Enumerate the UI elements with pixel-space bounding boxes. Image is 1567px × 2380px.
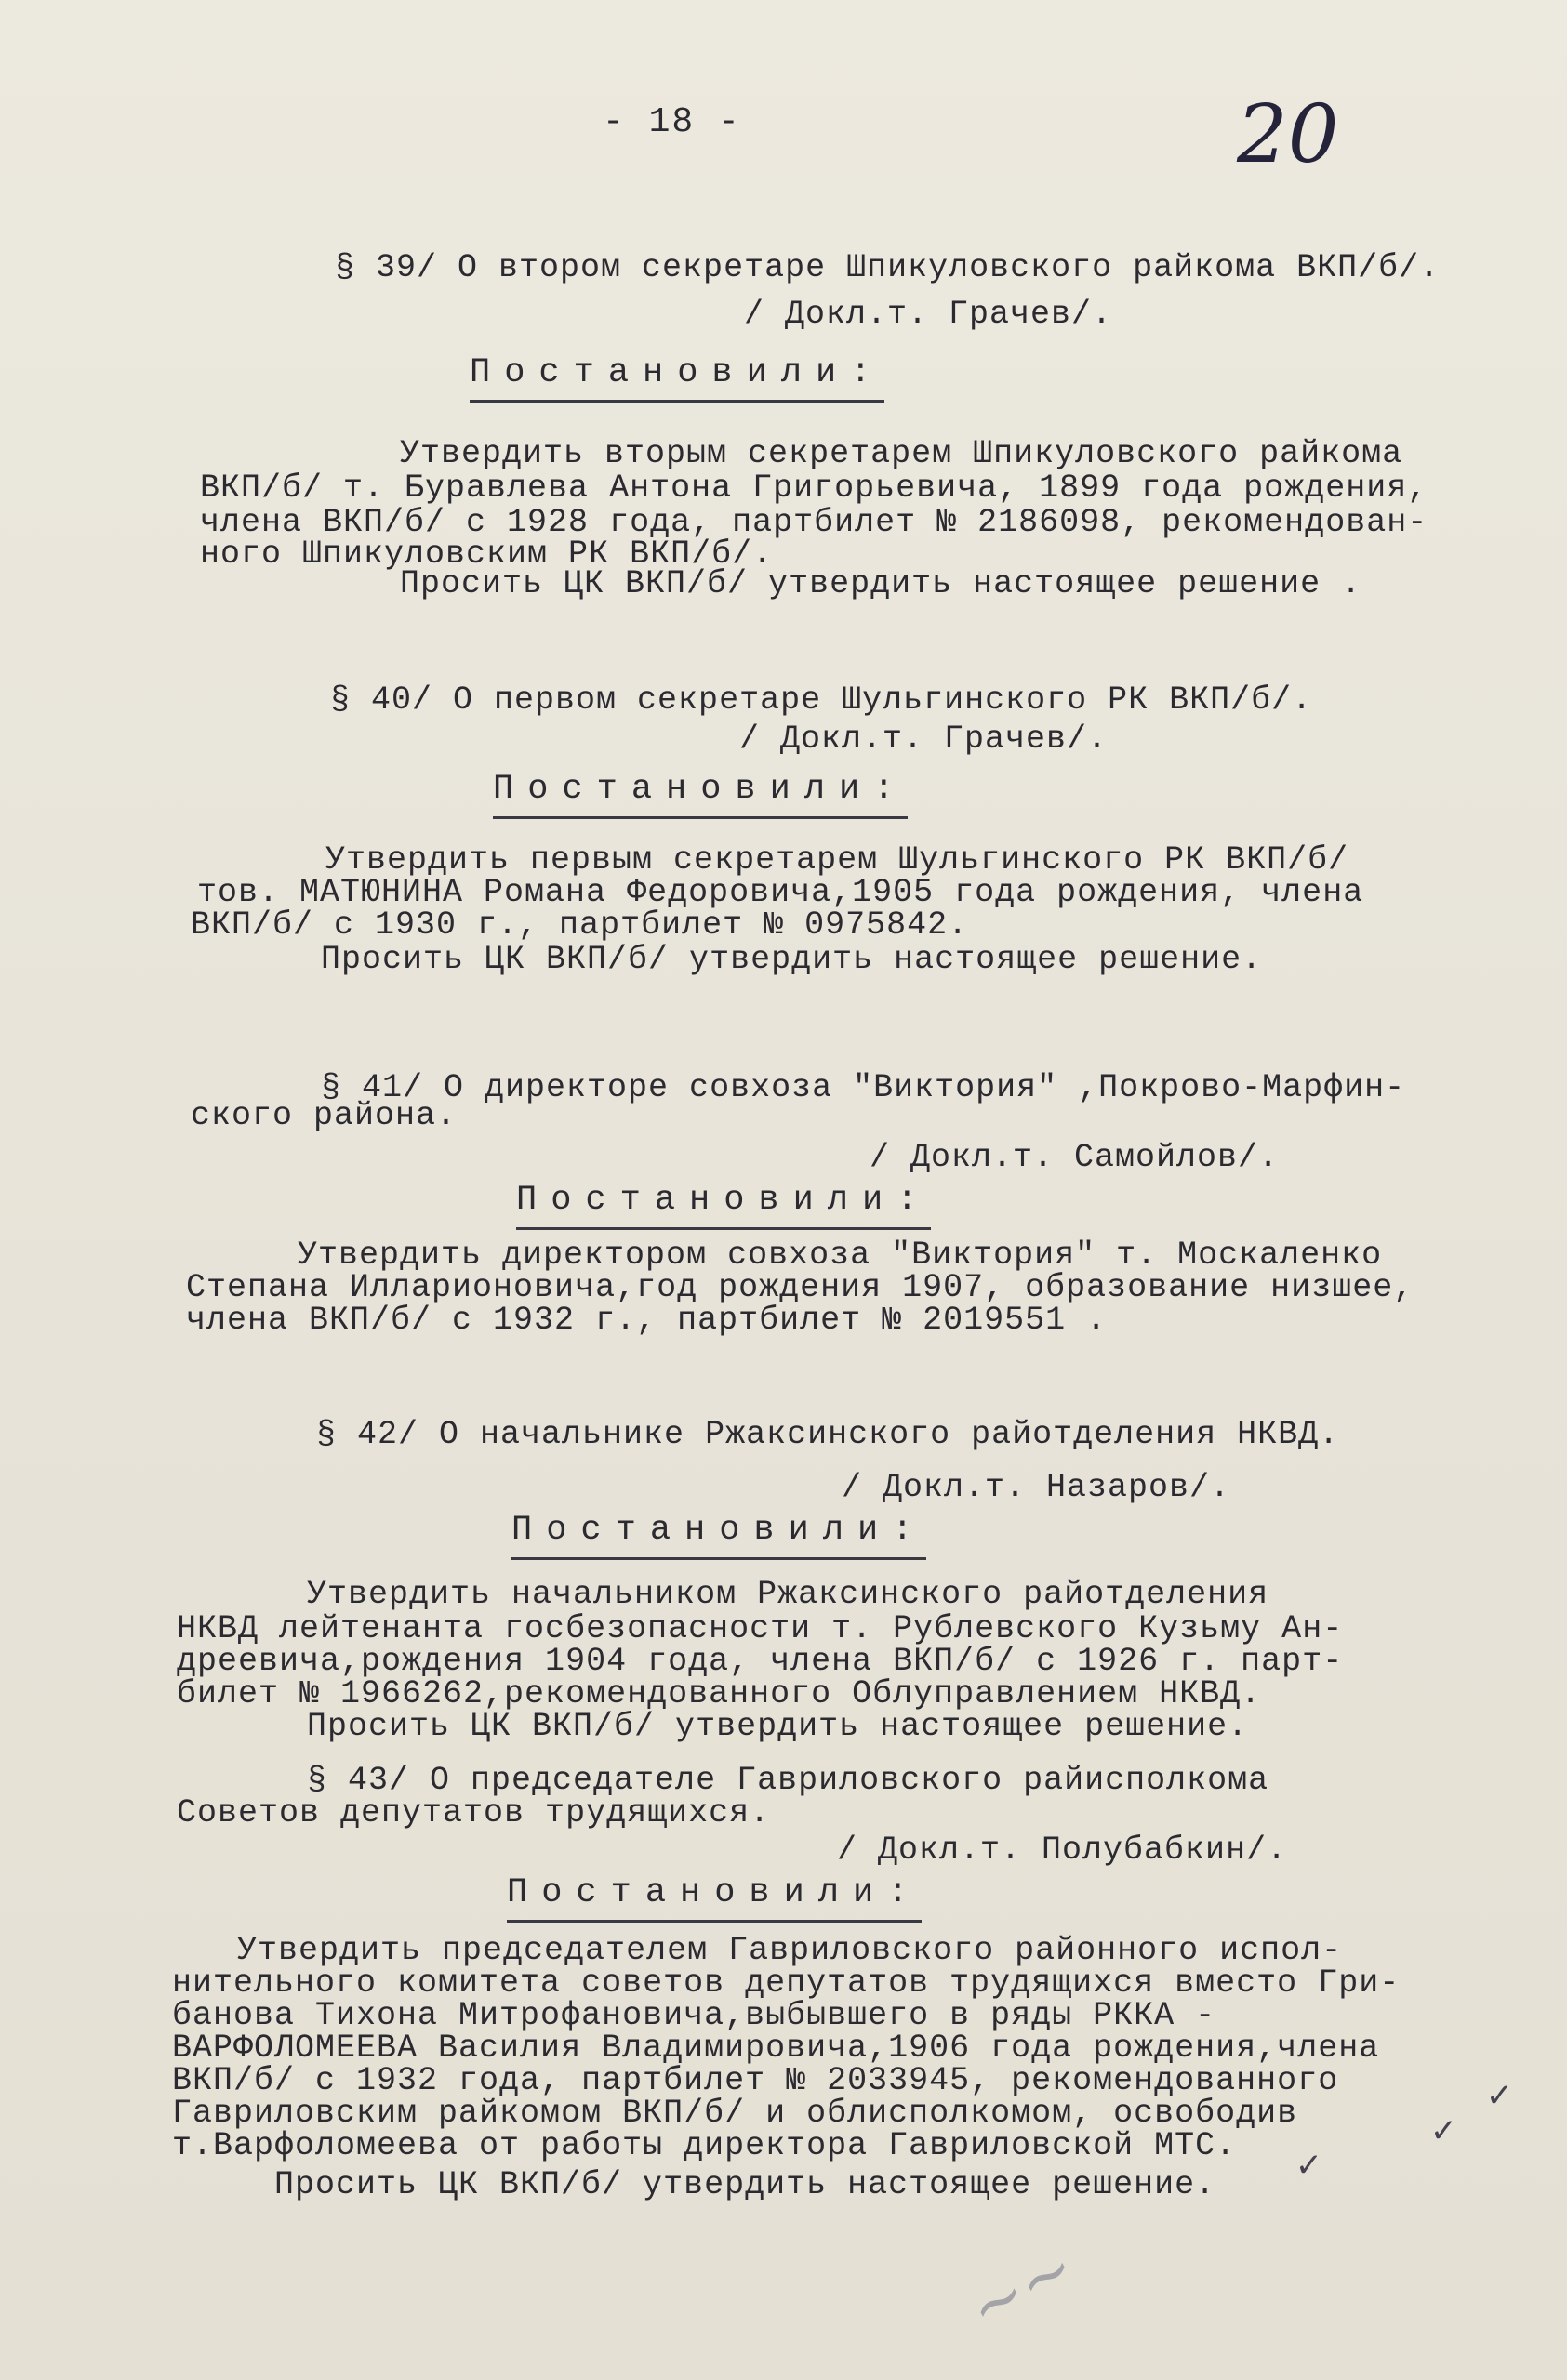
check-mark-icon: ✓ xyxy=(1432,2112,1455,2154)
section-40-body-line: тов. МАТЮНИНА Романа Федоровича,1905 года рождения, члена xyxy=(197,874,1364,911)
section-40-decided: Постановили: xyxy=(493,770,908,819)
section-40-body-line: Утвердить первым секретарем Шульгинского РК ВКП/б/ xyxy=(325,841,1349,879)
section-40-body-line: ВКП/б/ с 1930 г., партбилет № 0975842. xyxy=(191,906,969,944)
section-39-heading: § 39/ О втором секретаре Шпикуловского райкома ВКП/б/. xyxy=(335,249,1441,286)
section-42-decided: Постановили: xyxy=(511,1511,926,1560)
section-41-body-line: Степана Илларионовича,год рождения 1907, образование низшее, xyxy=(186,1269,1414,1306)
section-39-body-line: Просить ЦК ВКП/б/ утвердить настоящее решение . xyxy=(400,565,1362,602)
section-43-body-line: банова Тихона Митрофановича,выбывшего в ряды РККА - xyxy=(172,1997,1216,2034)
section-40-heading: § 40/ О первом секретаре Шульгинского РК ВКП/б/. xyxy=(330,681,1313,719)
section-40-report: / Докл.т. Грачев/. xyxy=(739,721,1109,758)
section-42-heading: § 42/ О начальнике Ржаксинского райотделения НКВД. xyxy=(316,1416,1340,1453)
section-41-heading: § 41/ О директоре совхоза "Виктория" ,Покрово-Марфин- xyxy=(321,1069,1406,1106)
section-40-body-line: Просить ЦК ВКП/б/ утвердить настоящее решение. xyxy=(321,941,1263,978)
handwritten-page-number: 20 xyxy=(1237,88,1339,181)
section-41-body-line: члена ВКП/б/ с 1932 г., партбилет № 2019551 . xyxy=(186,1302,1108,1339)
section-39-report: / Докл.т. Грачев/. xyxy=(744,296,1113,333)
section-42-body-line: НКВД лейтенанта госбезопасности т. Рублевского Кузьму Ан- xyxy=(177,1610,1344,1647)
section-42-body-line: дреевича,рождения 1904 года, члена ВКП/б/ с 1926 г. парт- xyxy=(177,1643,1344,1680)
section-43-body-line: ВКП/б/ с 1932 года, партбилет № 2033945, рекомендованного xyxy=(172,2062,1339,2099)
section-42-body-line: билет № 1966262,рекомендованного Облуправлением НКВД. xyxy=(177,1675,1262,1712)
section-43-body-line: Утвердить председателем Гавриловского районного испол- xyxy=(237,1932,1343,1969)
section-41-body-line: Утвердить директором совхоза "Виктория" т. Москаленко xyxy=(298,1236,1383,1274)
pencil-scribble-icon: ~~ xyxy=(955,2228,1088,2347)
section-41-decided: Постановили: xyxy=(516,1181,931,1230)
section-43-heading-cont: Советов депутатов трудящихся. xyxy=(177,1794,771,1831)
section-39-body-line: Утвердить вторым секретарем Шпикуловского райкома xyxy=(400,435,1403,472)
check-mark-icon: ✓ xyxy=(1297,2147,1321,2188)
check-mark-icon: ✓ xyxy=(1488,2077,1511,2119)
section-42-body-line: Просить ЦК ВКП/б/ утвердить настоящее решение. xyxy=(307,1708,1249,1745)
section-43-body-line: Гавриловским райкомом ВКП/б/ и облисполкомом, освободив xyxy=(172,2095,1298,2132)
section-43-body-line: нительного комитета советов депутатов трудящихся вместо Гри- xyxy=(172,1964,1401,2002)
section-43-body-line: ВАРФОЛОМЕЕВА Василия Владимировича,1906 года рождения,члена xyxy=(172,2030,1380,2067)
section-41-report: / Докл.т. Самойлов/. xyxy=(870,1139,1280,1176)
section-43-heading: § 43/ О председателе Гавриловского райисполкома xyxy=(307,1762,1269,1799)
section-42-body-line: Утвердить начальником Ржаксинского райотделения xyxy=(307,1576,1269,1613)
section-43-body-line: т.Варфоломеева от работы директора Гавриловской МТС. xyxy=(172,2127,1237,2164)
section-43-report: / Докл.т. Полубабкин/. xyxy=(837,1831,1288,1869)
section-39-body-line: ВКП/б/ т. Буравлева Антона Григорьевича, 1899 года рождения, xyxy=(200,469,1428,507)
page-number: - 18 - xyxy=(603,102,741,142)
section-39-decided: Постановили: xyxy=(470,353,884,403)
section-39-body-line: члена ВКП/б/ с 1928 года, партбилет № 2186098, рекомендован- xyxy=(200,504,1428,541)
section-42-report: / Докл.т. Назаров/. xyxy=(842,1469,1231,1506)
section-41-heading-cont: ского района. xyxy=(191,1097,458,1134)
section-39-body-line: ного Шпикуловским РК ВКП/б/. xyxy=(200,536,774,573)
section-43-decided: Постановили: xyxy=(507,1873,922,1923)
section-43-body-line: Просить ЦК ВКП/б/ утвердить настоящее решение. xyxy=(274,2166,1216,2203)
